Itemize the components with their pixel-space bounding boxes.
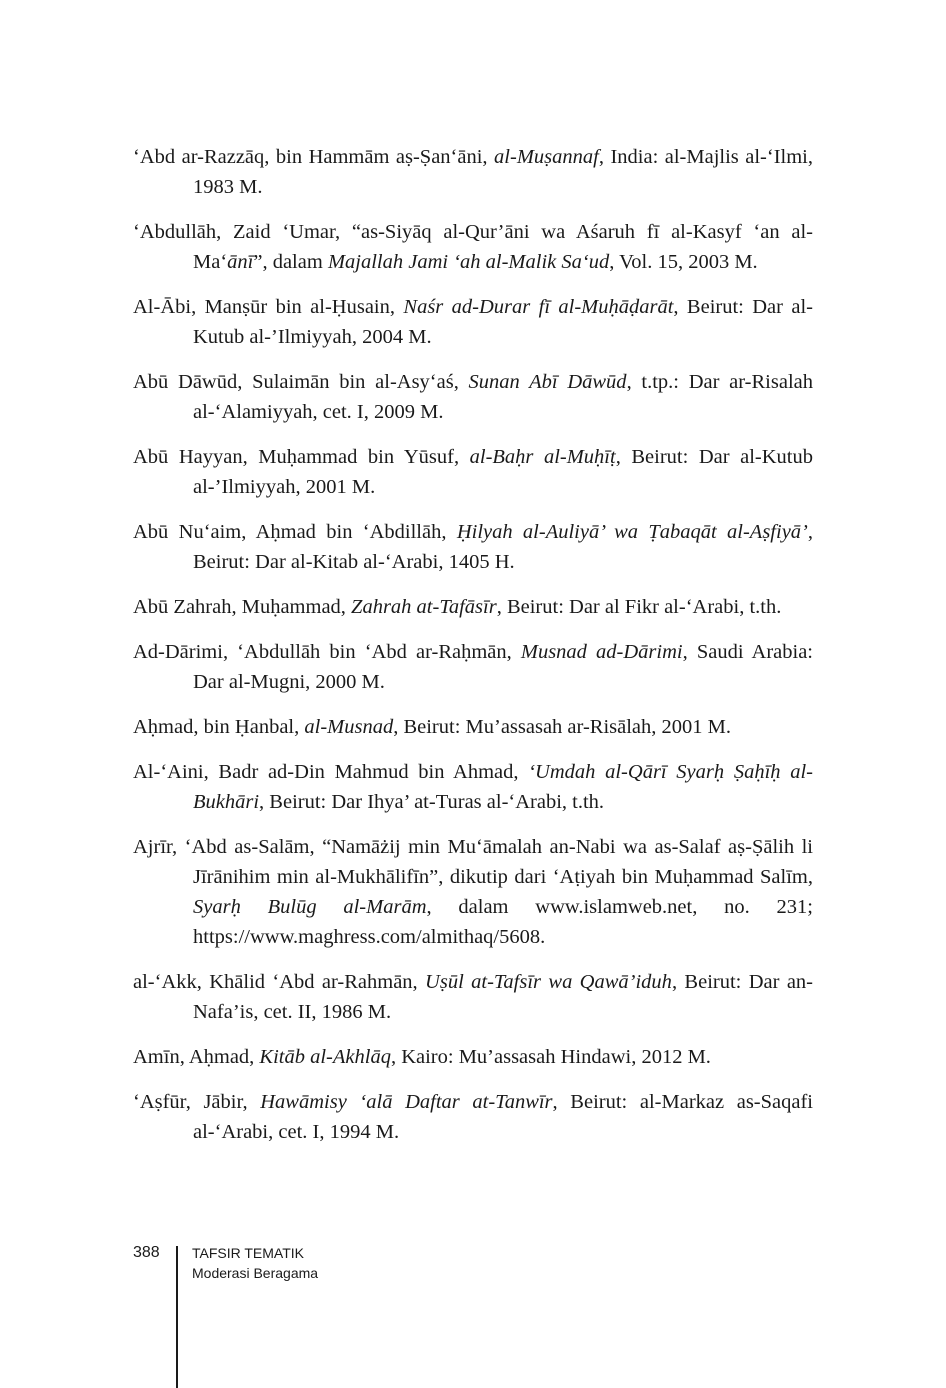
reference-title: ‘Umdah al-Qārī Syarḥ Ṣaḥīḥ al-Bukhāri xyxy=(193,761,813,813)
reference-text: Abū Dāwūd, Sulaimān bin al-Asy‘aś, xyxy=(133,371,469,393)
reference-title: Sunan Abī Dāwūd xyxy=(468,371,627,393)
reference-text: , dalam www.islamweb.net, no. 231; https://www.maghress.com/almithaq/5608. xyxy=(193,896,813,948)
reference-text: , Beirut: Dar al-Kutub al-’Ilmiyyah, 2001 M. xyxy=(193,446,813,498)
reference-text: Al-Ābi, Manṣūr bin al-Ḥusain, xyxy=(133,296,404,318)
reference-text: , Beirut: Mu’assasah ar-Risālah, 2001 M. xyxy=(393,716,731,738)
reference-text: ‘Aṣfūr, Jābir, xyxy=(133,1091,261,1113)
reference-entry xyxy=(133,1087,813,1147)
reference-text: , Vol. 15, 2003 M. xyxy=(609,251,758,273)
reference-text: Abū Hayyan, Muḥammad bin Yūsuf, xyxy=(133,446,470,468)
reference-entry xyxy=(133,517,813,577)
reference-title: Hawāmisy ‘alā Daftar at-Tanwīr xyxy=(260,1091,553,1113)
reference-title: Musnad ad-Dārimi xyxy=(520,641,683,663)
reference-entry xyxy=(133,217,813,277)
reference-text: ‘Abdullāh, Zaid ‘Umar, “as-Siyāq al-Qur’āni wa Aśaruh fī al-Kasyf ‘an al-Ma‘ xyxy=(133,221,813,273)
reference-text: Abū Zahrah, Muḥammad, xyxy=(133,596,352,618)
reference-title: Naśr ad-Durar fī al-Muḥāḍarāt xyxy=(403,296,674,318)
book-subtitle: Moderasi Beragama xyxy=(192,1265,319,1281)
reference-title: ānī xyxy=(227,251,254,273)
reference-title: Ḥilyah al-Auliyā’ wa Ṭabaqāt al-Aṣfiyā’ xyxy=(456,521,808,543)
reference-entry xyxy=(133,142,813,202)
reference-text: ‘Abd ar-Razzāq, bin Hammām aṣ-Ṣan‘āni, xyxy=(133,146,495,168)
reference-text: Ajrīr, ‘Abd as-Salām, “Namāżij min Mu‘āmalah an-Nabi wa as-Salaf aṣ-Ṣālih li Jīrānihim min al-Mukhālifīn”, dikutip dari ‘Aṭiyah bin Muḥammad Salīm, xyxy=(133,836,813,888)
bibliography-list xyxy=(133,142,813,1162)
reference-title: Majallah Jami ‘ah al-Malik Sa‘ud xyxy=(327,251,610,273)
reference-entry xyxy=(133,967,813,1027)
reference-entry xyxy=(133,442,813,502)
page-number: 388 xyxy=(133,1244,160,1261)
reference-text: , t.tp.: Dar ar-Risalah al-‘Alamiyyah, cet. I, 2009 M. xyxy=(193,371,813,423)
page-footer xyxy=(0,1240,946,1388)
reference-text: Ad-Dārimi, ‘Abdullāh bin ‘Abd ar-Raḥmān, xyxy=(133,641,521,663)
reference-entry xyxy=(133,292,813,352)
reference-text: , Beirut: Dar Ihya’ at-Turas al-‘Arabi, t.th. xyxy=(259,791,605,813)
reference-title: Zahrah at-Tafāsīr xyxy=(351,596,497,618)
reference-text: Abū Nu‘aim, Aḥmad bin ‘Abdillāh, xyxy=(133,521,457,543)
reference-title: Kitāb al-Akhlāq xyxy=(259,1046,391,1068)
reference-text: , Beirut: al-Markaz as-Saqafi al-‘Arabi, cet. I, 1994 M. xyxy=(193,1091,814,1143)
reference-text: , Beirut: Dar al-Kitab al-‘Arabi, 1405 H. xyxy=(193,521,813,573)
footer-divider xyxy=(176,1246,178,1388)
reference-text: , Saudi Arabia: Dar al-Mugni, 2000 M. xyxy=(193,641,813,693)
book-title: TAFSIR TEMATIK xyxy=(192,1245,305,1261)
reference-title: al-Baḥr al-Muḥīṭ xyxy=(469,446,616,468)
reference-entry xyxy=(133,1042,813,1072)
reference-text: Al-‘Aini, Badr ad-Din Mahmud bin Ahmad, xyxy=(133,761,529,783)
reference-text: Aḥmad, bin Ḥanbal, xyxy=(133,716,305,738)
reference-text: ”, dalam xyxy=(253,251,328,273)
reference-text: , Kairo: Mu’assasah Hindawi, 2012 M. xyxy=(390,1046,711,1068)
reference-title: Syarḥ Bulūg al-Marām xyxy=(193,896,427,918)
reference-entry xyxy=(133,757,813,817)
reference-entry xyxy=(133,592,813,622)
reference-entry xyxy=(133,712,813,742)
reference-title: al-Musnad xyxy=(304,716,394,738)
reference-text: , Beirut: Dar al-Kutub al-’Ilmiyyah, 2004 M. xyxy=(193,296,813,348)
reference-title: Uṣūl at-Tafsīr wa Qawā’iduh xyxy=(425,971,672,993)
reference-entry xyxy=(133,637,813,697)
reference-entry xyxy=(133,367,813,427)
reference-text: , Beirut: Dar al Fikr al-‘Arabi, t.th. xyxy=(496,596,782,618)
reference-text: , India: al-Majlis al-‘Ilmi, 1983 M. xyxy=(193,146,813,198)
reference-text: al-‘Akk, Khālid ‘Abd ar-Rahmān, xyxy=(133,971,426,993)
running-title xyxy=(192,1243,318,1283)
reference-entry xyxy=(133,832,813,952)
reference-text: , Beirut: Dar an-Nafa’is, cet. II, 1986 M. xyxy=(193,971,813,1023)
reference-text: Amīn, Aḥmad, xyxy=(133,1046,260,1068)
reference-title: al-Muṣannaf xyxy=(494,146,599,168)
